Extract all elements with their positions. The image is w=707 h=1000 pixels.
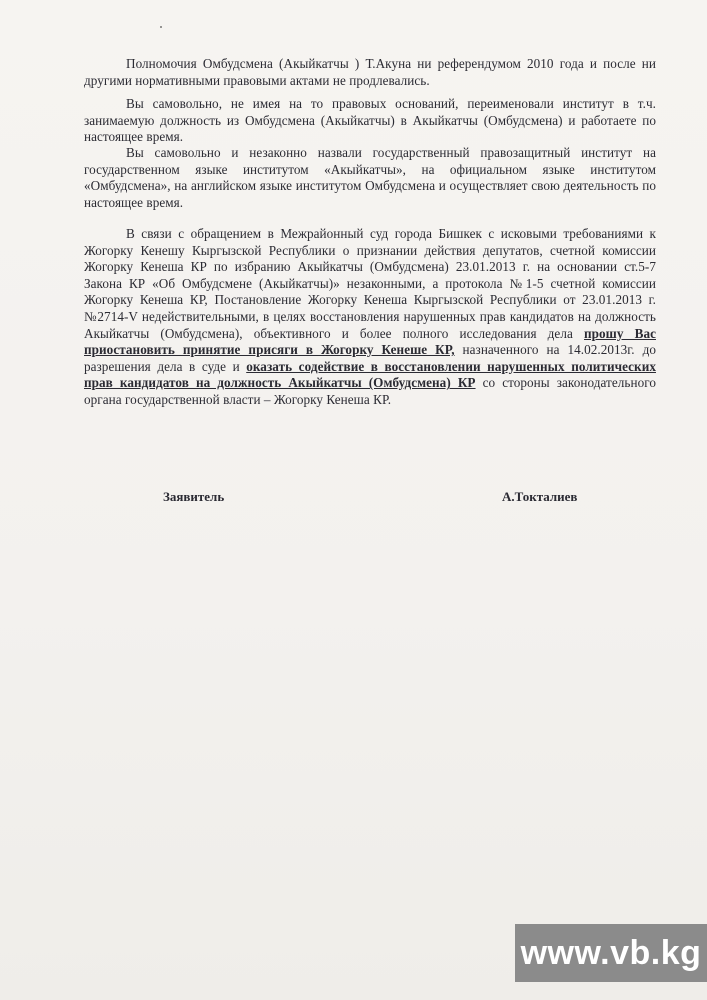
request-restore-rights: оказать содействие в восстановлении нарушенных политических прав кандидатов на должность Акыйкатчы (Омбудсмена) КР (84, 358, 656, 391)
request-suspend-oath: прошу Вас приостановить принятие присяги в Жогорку Кенеше КР, (84, 325, 656, 358)
paragraph-text: В связи с обращением в Межрайонный суд города Бишкек с исковыми требованиями к Жогорку Кенешу Кыргызской Республики о признании действия депутатов, счетной комиссии Жогорку Кенеша КР по избранию Акыйкатчы (Омбудсмена) 23.01.2013 г. на основании ст.5-7 Закона КР «Об Омбудсмене (Акыйкатчы)» незаконными, а протокола №1-5 счетной комиссии Жогорку Кенеша КР, Постановление Жогорку Кенеша Кыргызской Республики от 23.01.2013 г. №2714-V недействительными, в целях восстановления нарушенных прав кандидатов на должность Акыйкатчы (Омбудсмена), объективного и более полного исследования дела (84, 226, 656, 341)
paragraph-text: Вы самовольно и незаконно назвали государственный правозащитный институт на государственном языке институтом «Акыйкатчы», на официальном языке институтом «Омбудсмена», на английском языке институтом Омбудсмена и осуществляет свою деятельность по настоящее время. (84, 145, 656, 210)
paragraph-text: Полномочия Омбудсмена (Акыйкатчы ) Т.Акуна ни референдумом 2010 года и после ни другими нормативными правовыми актами не продлевались. (84, 56, 656, 88)
signature-name: А.Токталиев (502, 489, 578, 504)
scan-speck (160, 26, 162, 28)
paragraph-4 (84, 226, 656, 409)
paragraph-3 (84, 145, 656, 211)
paragraph-text: назначенного на 14.02.2013г. до разрешения дела в суде и (84, 342, 656, 374)
signature-role: Заявитель (163, 489, 225, 504)
paragraph-text: со стороны законодательного органа государственной власти – Жогорку Кенеша КР. (84, 375, 656, 407)
paragraph-text: Вы самовольно, не имея на то правовых оснований, переименовали институт в т.ч. занимаемую должность из Омбудсмена (Акыйкатчы) в Акыйкатчы (Омбудсмена) и работаете по настоящее время. (84, 96, 656, 145)
site-watermark: www.vb.kg (515, 924, 707, 982)
paragraph-2 (84, 96, 656, 146)
paragraph-1 (84, 56, 656, 89)
